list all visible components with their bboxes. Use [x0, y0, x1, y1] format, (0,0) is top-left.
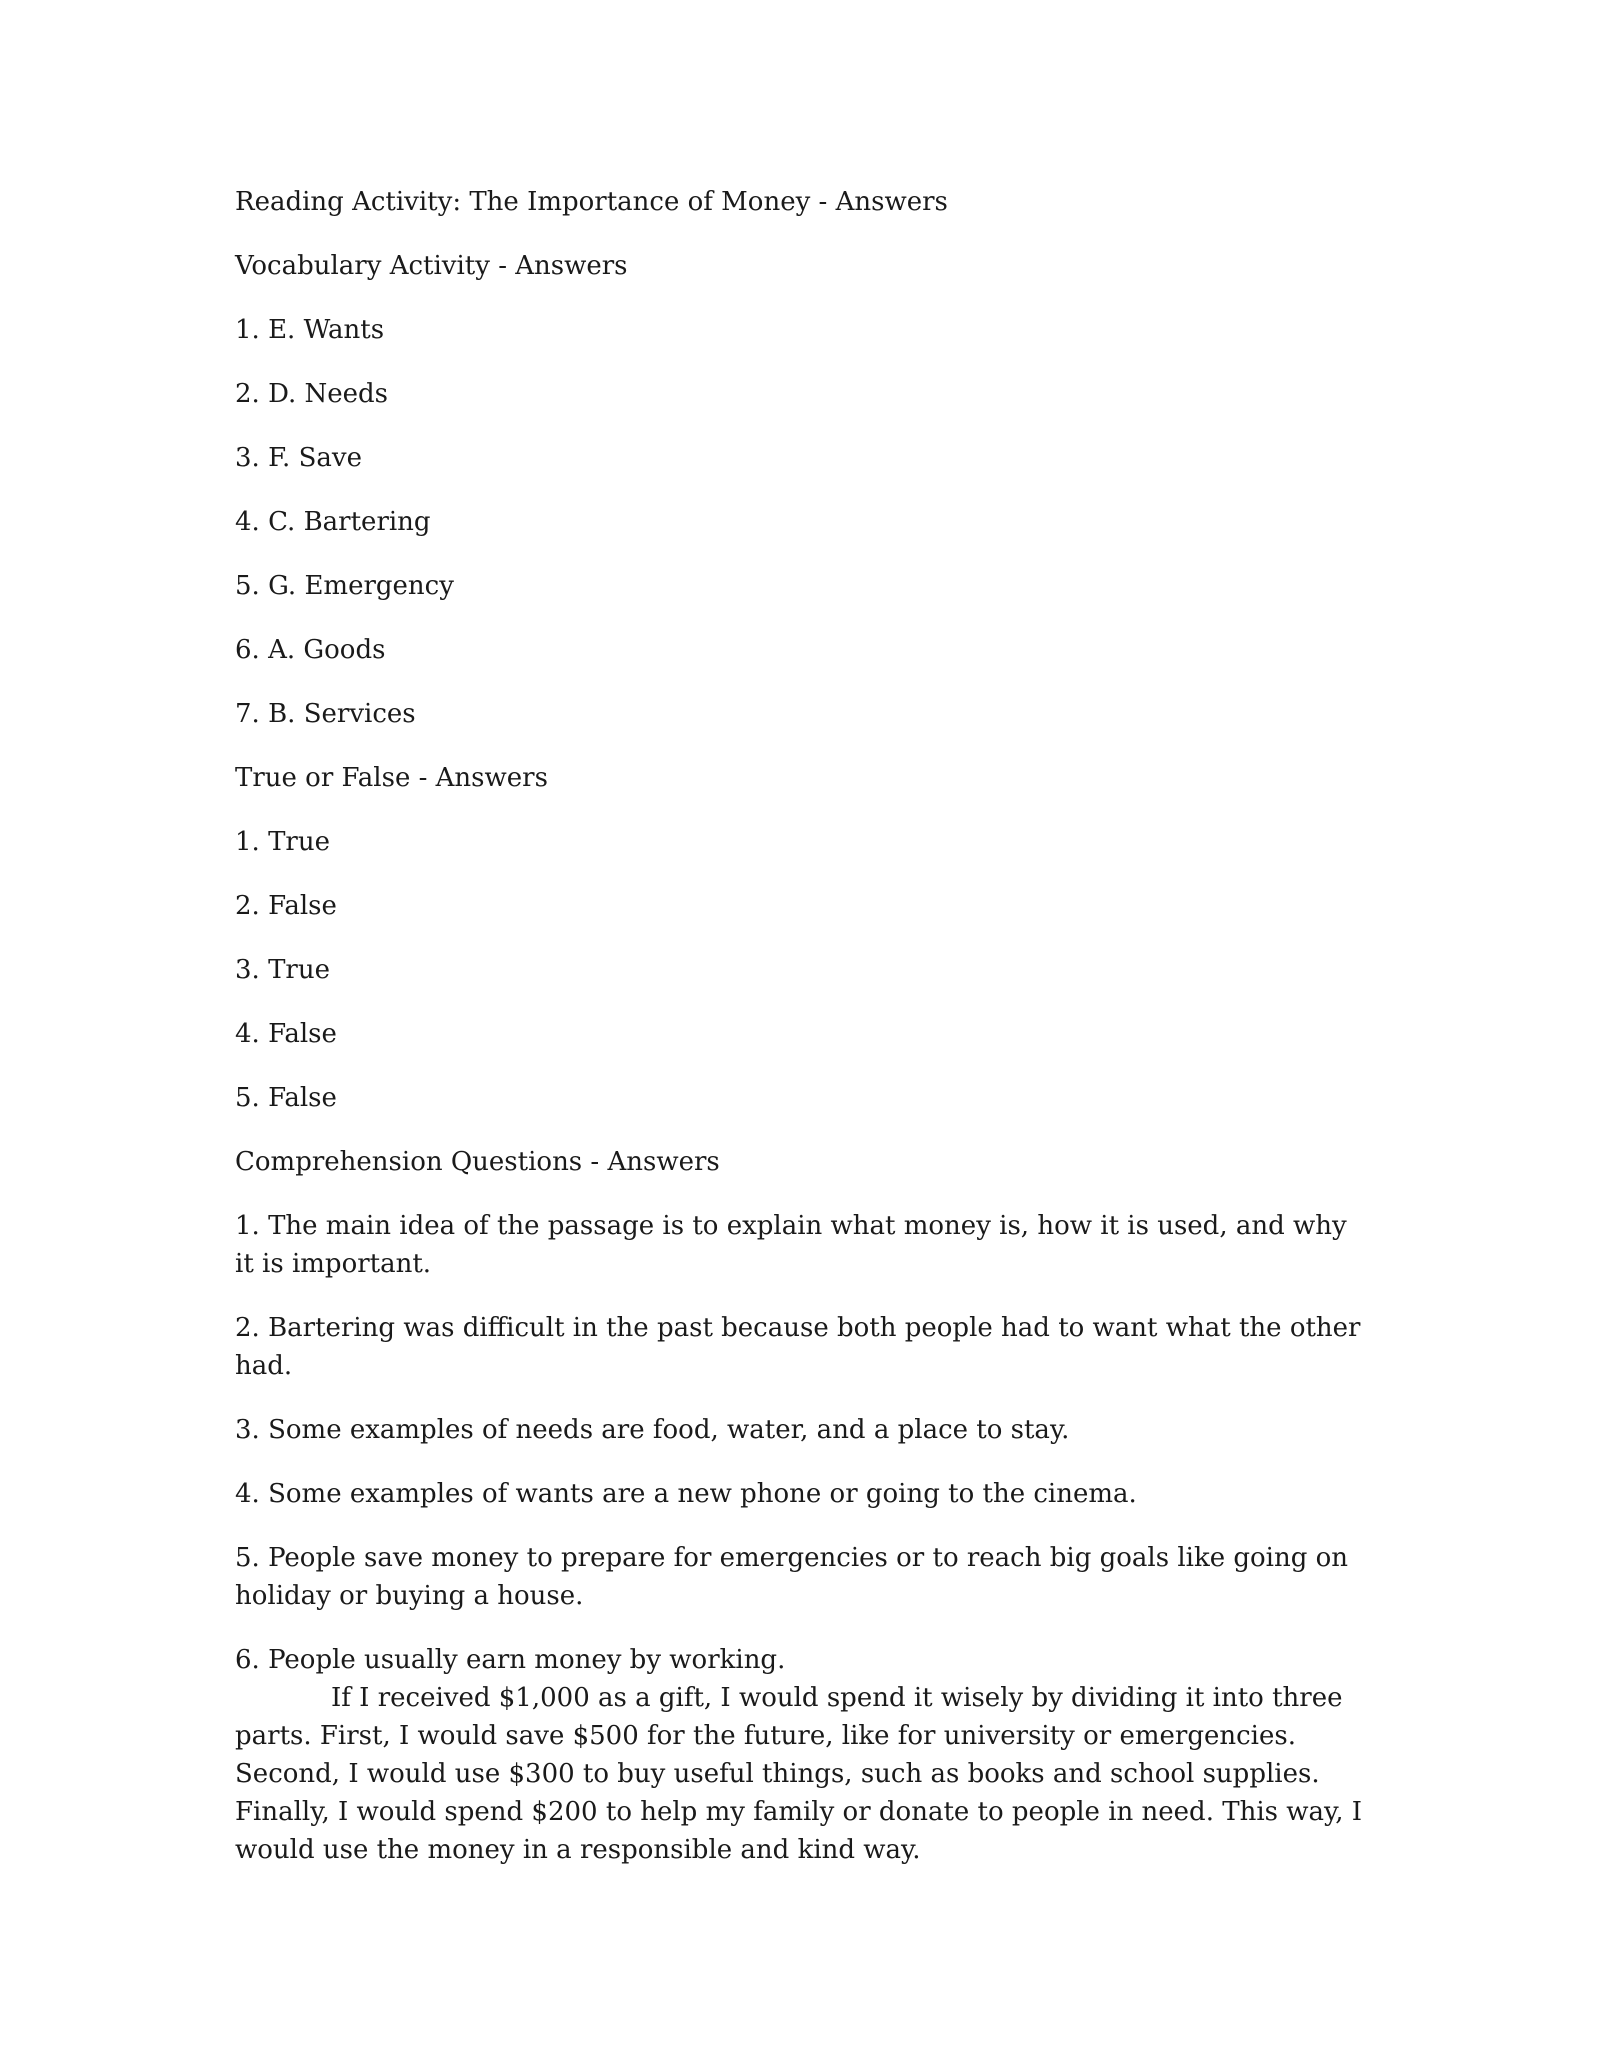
vocabulary-answer: 4. C. Bartering [235, 507, 431, 537]
true-false-answer: 5. False [235, 1083, 337, 1113]
comprehension-answer: 5. People save money to prepare for emergencies or to reach big goals like going on holiday or buying a house. [235, 1543, 1349, 1611]
comprehension-heading: Comprehension Questions - Answers [235, 1147, 720, 1177]
true-false-answer: 2. False [235, 891, 337, 921]
comprehension-answer: 6. People usually earn money by working. [235, 1645, 786, 1675]
vocabulary-answer: 2. D. Needs [235, 379, 389, 409]
vocabulary-heading: Vocabulary Activity - Answers [235, 251, 628, 281]
vocabulary-answer: 3. F. Save [235, 443, 362, 473]
true-false-heading: True or False - Answers [235, 763, 548, 793]
document-title: Reading Activity: The Importance of Money - Answers [235, 187, 948, 217]
vocabulary-answer: 5. G. Emergency [235, 571, 454, 601]
vocabulary-answer: 1. E. Wants [235, 315, 385, 345]
true-false-answer: 1. True [235, 827, 330, 857]
vocabulary-answer: 6. A. Goods [235, 635, 386, 665]
true-false-answer: 3. True [235, 955, 330, 985]
comprehension-answer: 2. Bartering was difficult in the past because both people had to want what the other had. [235, 1313, 1361, 1381]
document-body [235, 183, 1365, 1895]
comprehension-answer: 1. The main idea of the passage is to explain what money is, how it is used, and why it is important. [235, 1211, 1347, 1279]
true-false-answer: 4. False [235, 1019, 337, 1049]
essay-paragraph: If I received $1,000 as a gift, I would spend it wisely by dividing it into three parts. First, I would save $500 for the future, like for university or emergencies. Second, I would use $300 to buy useful things, such as books and school supplies. Finally, I would spend $200 to help my family or donate to people in need. This way, I would use the money in a responsible and kind way. [235, 1683, 1363, 1865]
comprehension-answer: 3. Some examples of needs are food, water, and a place to stay. [235, 1415, 1070, 1445]
vocabulary-answer: 7. B. Services [235, 699, 416, 729]
comprehension-answer: 4. Some examples of wants are a new phone or going to the cinema. [235, 1479, 1137, 1509]
